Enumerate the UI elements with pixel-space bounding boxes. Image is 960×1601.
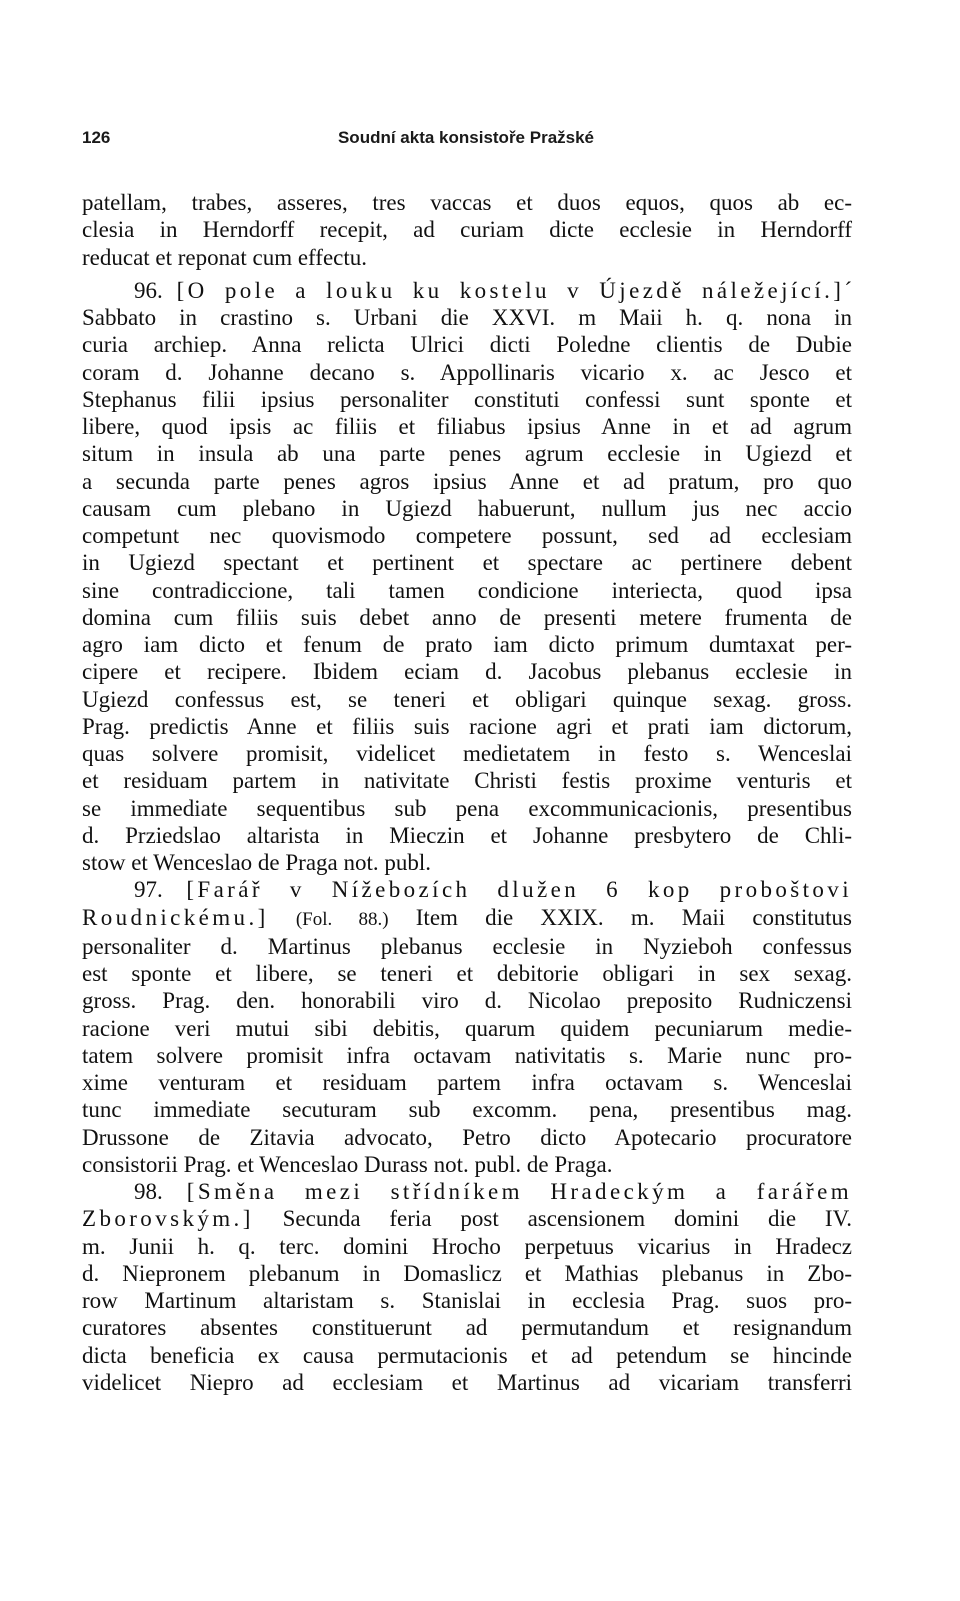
entry-98-heading-line-2 (82, 1205, 852, 1232)
entry-97-heading-line-2 (82, 904, 852, 933)
entry-heading: [O pole a louku ku kostelu v Újezdě náležející.] (176, 277, 845, 303)
text-line: dicta beneficia ex causa permutacionis et ad petendum se hincinde (82, 1342, 852, 1368)
text-line: tatem solvere promisit infra octavam nativitatis s. Marie nunc pro- (82, 1042, 852, 1068)
text-line: Prag. predictis Anne et filiis suis racione agri et prati iam dictorum, (82, 713, 852, 739)
entry-96-heading-line (82, 277, 852, 304)
text-line: libere, quod ipsis ac filiis et filiabus ipsius Anne in et ad agrum (82, 414, 852, 439)
entry-96 (82, 277, 852, 877)
text-line: coram d. Johanne decano s. Appollinaris vicario x. ac Jesco et (82, 359, 852, 385)
text-line: competunt nec quovismodo competere possunt, sed ad ecclesiam (82, 523, 852, 548)
text-line: row Martinum altaristam s. Stanislai in ecclesia Prag. suos pro- (82, 1288, 852, 1313)
text-line: domina cum filiis suis debet anno de presenti metere frumenta de (82, 604, 852, 630)
text-line: sine contradiccione, tali tamen condicione interiecta, quod ipsa (82, 577, 852, 603)
text-line: patellam, trabes, asseres, tres vaccas et duos equos, quos ab ec- (82, 190, 852, 215)
text-line: Stephanus filii ipsius personaliter constituti confessi sunt sponte et (82, 386, 852, 412)
entry-heading-cont: Roudnickému.] (82, 904, 269, 930)
text-line: Sabbato in crastino s. Urbani die XXVI. m Maii h. q. nona in (82, 305, 852, 330)
running-header (82, 128, 850, 158)
text-line: curia archiep. Anna relicta Ulrici dicti Poledne clientis de Dubie (82, 332, 852, 358)
entry-number: 97. (134, 877, 163, 903)
entry-98-heading-line (82, 1178, 852, 1205)
text-line: videlicet Niepro ad ecclesiam et Martinus ad vicariam transferri (82, 1369, 852, 1395)
entry-98 (82, 1178, 852, 1396)
text-run: Secunda feria post ascensionem domini die IV. (282, 1206, 852, 1232)
text-line: personaliter d. Martinus plebanus ecclesie in Nyzieboh confessus (82, 933, 852, 959)
text-line: causam cum plebano in Ugiezd habuerunt, nullum jus nec accio (82, 495, 852, 521)
margin-mark: ´ (844, 277, 853, 303)
entry-heading-cont: Zborovským.] (82, 1206, 254, 1232)
text-line: in Ugiezd spectant et pertinent et spectare ac pertinere debent (82, 550, 852, 576)
text-line: tunc immediate secuturam sub excomm. pena, presentibus mag. (82, 1097, 852, 1123)
text-line: agro iam dicto et fenum de prato iam dicto primum dumtaxat per- (82, 632, 852, 657)
body-text (82, 189, 852, 1396)
text-line: Drussone de Zitavia advocato, Petro dicto Apotecario procuratore (82, 1124, 852, 1150)
entry-heading: [Farář v Nížebozích dlužen 6 kop proboštovi (186, 877, 852, 903)
text-line: est sponte et libere, se teneri et debitorie obligari in sex sexag. (82, 961, 852, 986)
text-line: d. Prziedslao altarista in Mieczin et Johanne presbytero de Chli- (82, 822, 852, 848)
text-line: xime venturam et residuam partem infra octavam s. Wenceslai (82, 1070, 852, 1095)
text-line: a secunda parte penes agros ipsius Anne et ad pratum, pro quo (82, 468, 852, 494)
text-line: racione veri mutui sibi debitis, quarum quidem pecuniarum medie- (82, 1015, 852, 1041)
text-line: et residuam partem in nativitate Christi festis proxime venturis et (82, 768, 852, 794)
text-line: quas solvere promisit, videlicet medietatem in festo s. Wenceslai (82, 741, 852, 766)
entry-97 (82, 876, 852, 1178)
text-line: clesia in Herndorff recepit, ad curiam dicte ecclesie in Herndorff (82, 217, 852, 243)
text-line: Ugiezd confessus est, se teneri et obligari quinque sexag. gross. (82, 686, 852, 712)
intro-paragraph (82, 189, 852, 271)
entry-number: 96. (134, 277, 163, 303)
text-line: gross. Prag. den. honorabili viro d. Nicolao preposito Rudniczensi (82, 988, 852, 1014)
text-line: cipere et recipere. Ibidem eciam d. Jacobus plebanus ecclesie in (82, 659, 852, 685)
entry-97-heading-line (82, 876, 852, 903)
text-line: stow et Wenceslao de Praga not. publ. (82, 850, 432, 875)
page-number: 126 (82, 128, 111, 147)
text-line: se immediate sequentibus sub pena excommunicacionis, presentibus (82, 795, 852, 821)
text-line: d. Niepronem plebanum in Domaslicz et Mathias plebanus in Zbo- (82, 1260, 852, 1286)
text-line: consistorii Prag. et Wenceslao Durass not. publ. de Praga. (82, 1151, 613, 1177)
text-line: m. Junii h. q. terc. domini Hrocho perpetuus vicarius in Hradecz (82, 1233, 852, 1259)
text-run: Item die XXIX. m. Maii constitutus (415, 904, 852, 930)
running-title: Soudní akta konsistoře Pražské (337, 128, 595, 147)
entry-number: 98. (134, 1179, 163, 1204)
text-line: reducat et reponat cum effectu. (82, 244, 368, 270)
folio-ref: (Fol. 88.) (295, 908, 389, 930)
text-line: situm in insula ab una parte penes agrum ecclesie in Ugiezd et (82, 441, 852, 467)
entry-heading: [Směna mezi střídníkem Hradeckým a farářem (186, 1179, 853, 1204)
text-line: curatores absentes constituerunt ad permutandum et resignandum (82, 1315, 852, 1341)
